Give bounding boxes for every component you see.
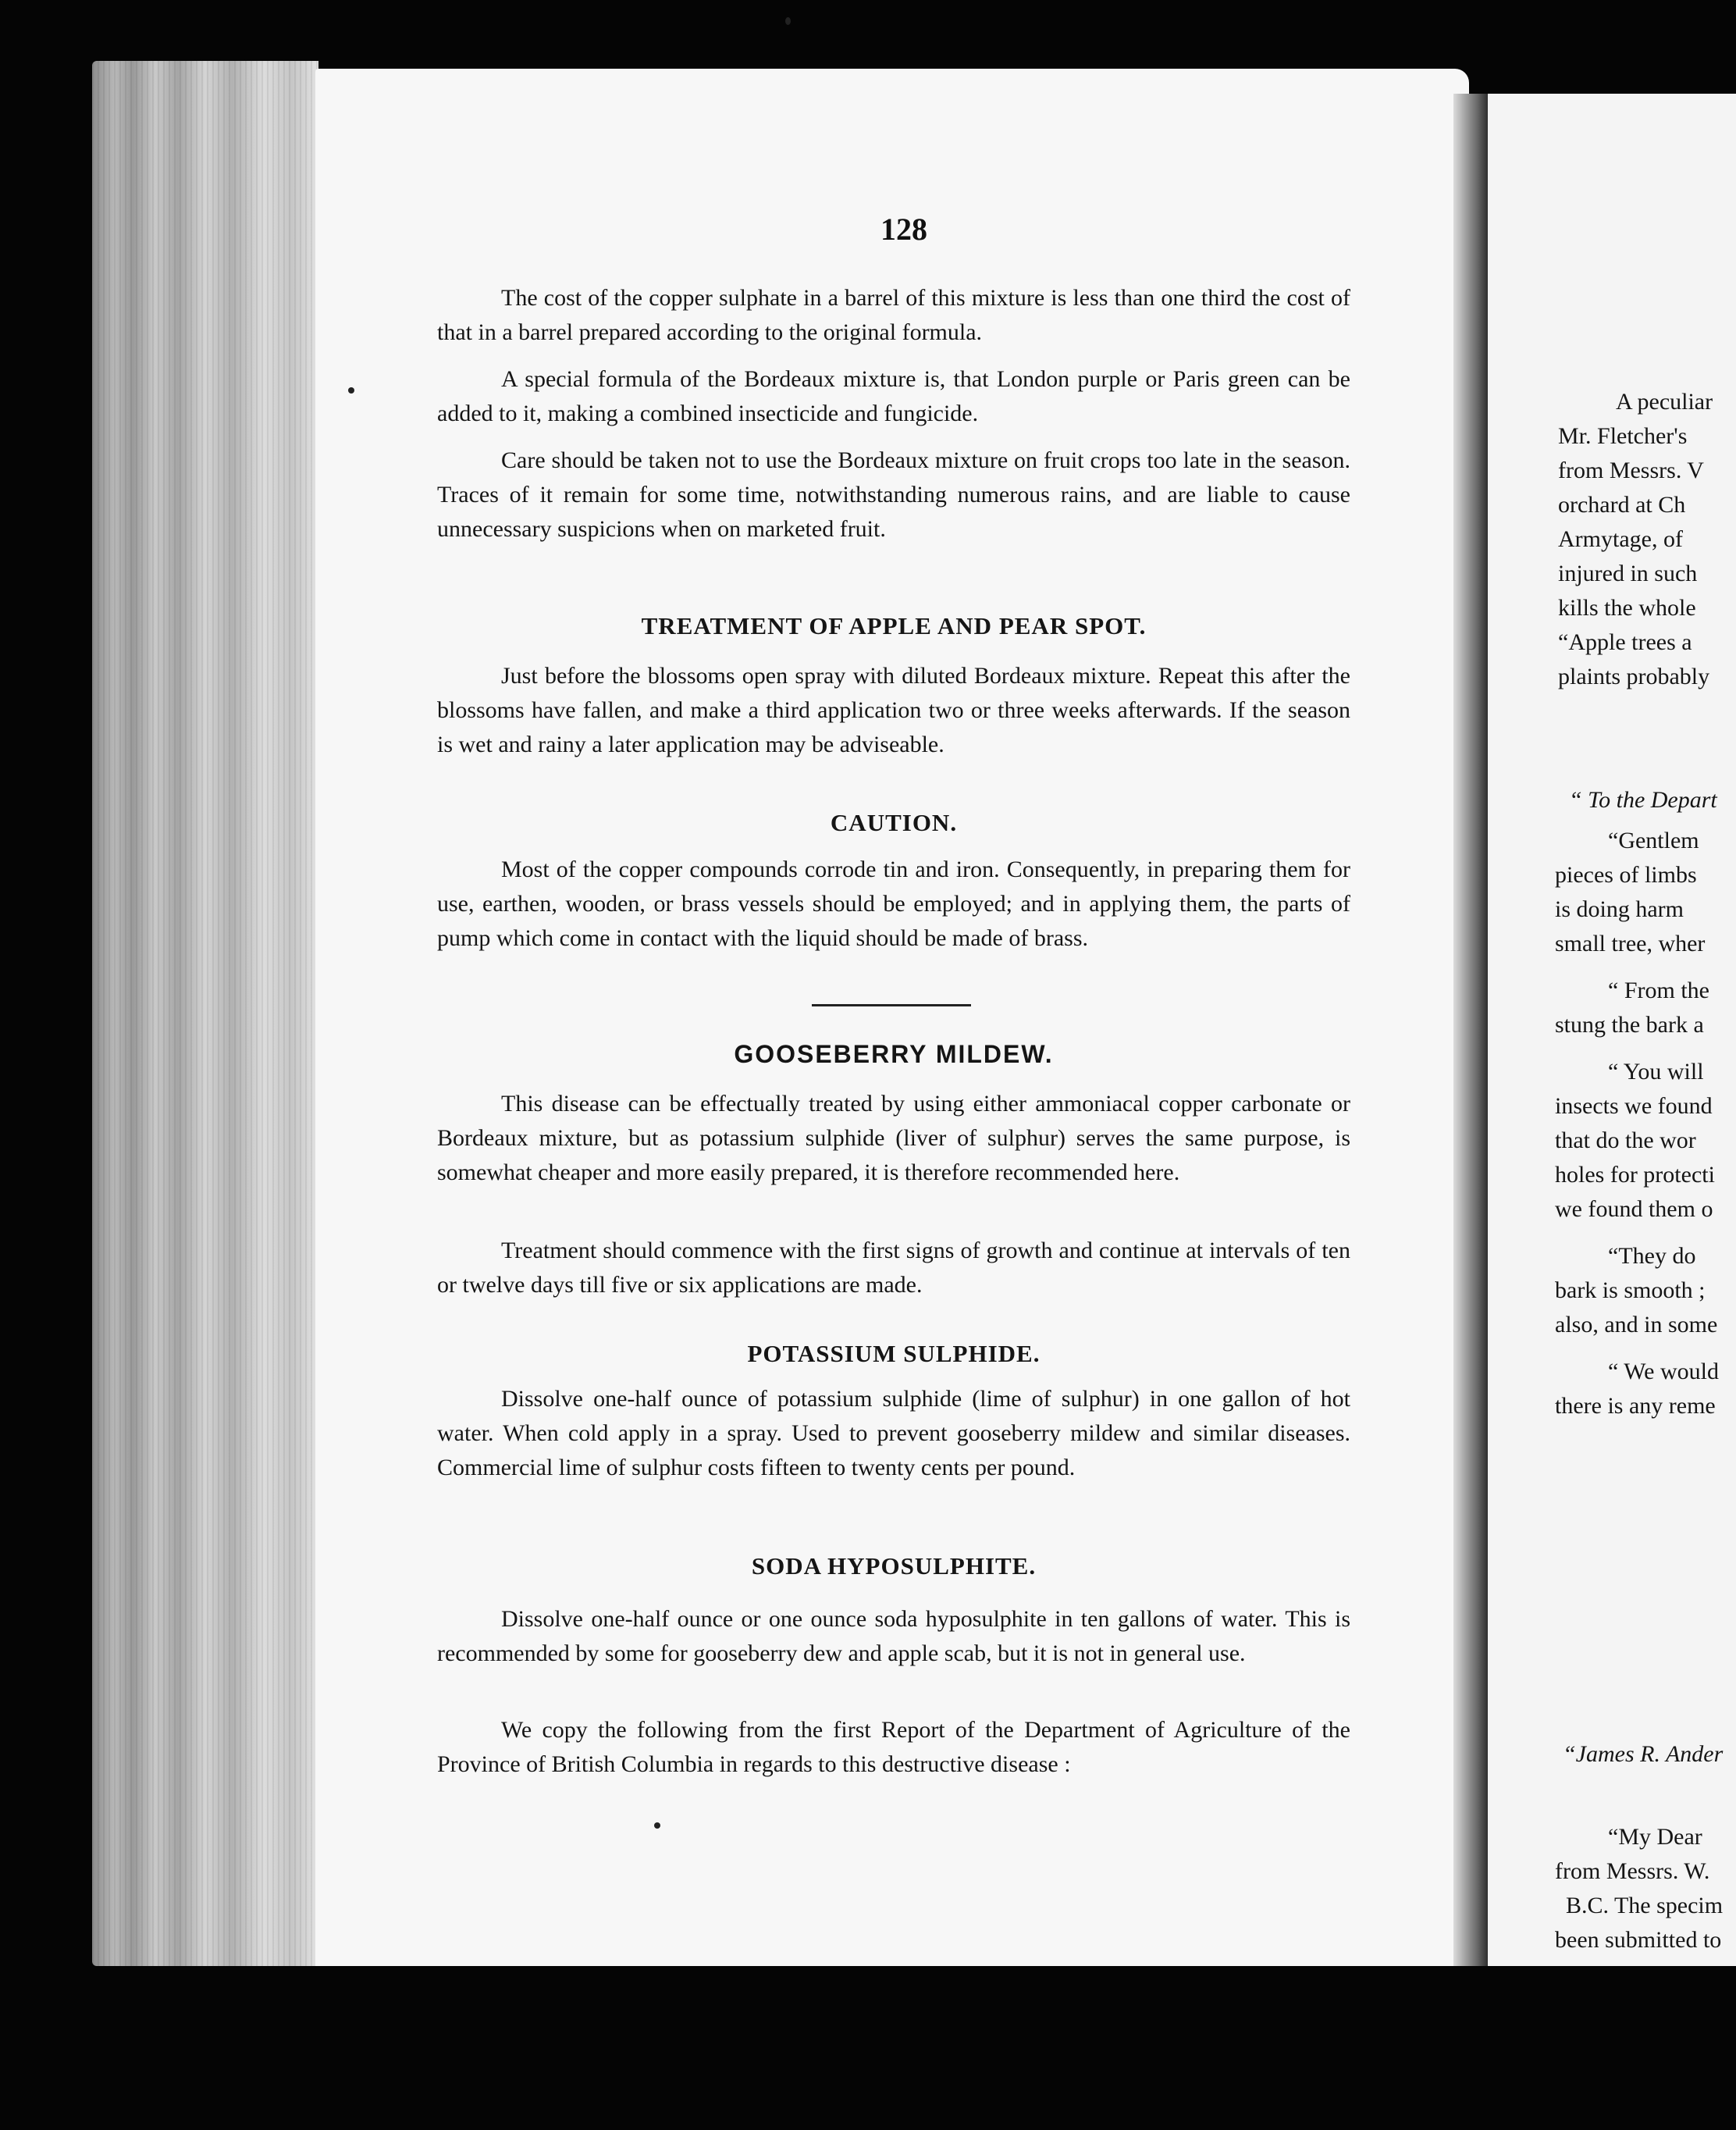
paragraph-potassium-sulphide: Dissolve one-half ounce of potassium sulphide (lime of sulphur) in one gallon of hot water. When cold apply in a spray. Used to prevent gooseberry mildew and similar diseases. Commercial lime of sulphur costs fifteen to twenty cents per pound. xyxy=(437,1386,1350,1481)
section-divider xyxy=(812,1004,971,1006)
print-speck xyxy=(654,1822,660,1829)
right-page-line: Armytage, of xyxy=(1558,526,1683,552)
right-page-line: pieces of limbs xyxy=(1555,862,1697,888)
right-page-line: also, and in some xyxy=(1555,1312,1718,1337)
right-page-line: small tree, wher xyxy=(1555,931,1706,956)
paragraph-soda-hyposulphite: Dissolve one-half ounce or one ounce soda hyposulphite in ten gallons of water. This is recommended by some for gooseberry dew and apple scab, but it is not in general use. xyxy=(437,1606,1350,1667)
book-page-edges xyxy=(92,61,318,1966)
right-page-line: from Messrs. V xyxy=(1558,458,1704,483)
right-page-line: “ From the xyxy=(1608,978,1709,1003)
right-page-line: that do the wor xyxy=(1555,1127,1696,1153)
book-gutter xyxy=(1453,94,1492,1966)
right-page-line: from Messrs. W. xyxy=(1555,1858,1710,1884)
right-page-line: “Apple trees a xyxy=(1558,629,1692,655)
print-speck xyxy=(785,17,791,25)
heading-potassium-sulphide: POTASSIUM SULPHIDE. xyxy=(747,1340,1041,1367)
right-page-line: “Gentlem xyxy=(1608,828,1699,853)
right-page-line: insects we found xyxy=(1555,1093,1713,1119)
right-page-line: plaints probably xyxy=(1558,664,1710,689)
right-page-line: injured in such xyxy=(1558,561,1698,586)
paragraph-mildew-treatment: Treatment should commence with the first signs of growth and continue at intervals of ten or twelve days till five or six applications are made. xyxy=(437,1238,1350,1298)
right-page-line: is doing harm xyxy=(1555,896,1684,922)
heading-caution: CAUTION. xyxy=(830,809,958,836)
right-page-line: “My Dear xyxy=(1608,1824,1702,1850)
right-page-line: “James R. Ander xyxy=(1563,1741,1724,1767)
right-page-line: bark is smooth ; xyxy=(1555,1277,1706,1303)
heading-apple-pear-spot: TREATMENT OF APPLE AND PEAR SPOT. xyxy=(641,612,1147,639)
paragraph-closing-quote-intro: We copy the following from the first Report of the Department of Agriculture of the Province of British Columbia in regards to this destructive disease : xyxy=(437,1717,1350,1778)
right-page-line: “ We would xyxy=(1608,1359,1720,1384)
right-page-line: “ You will xyxy=(1608,1059,1704,1085)
paragraph-copper-cost: The cost of the copper sulphate in a barrel of this mixture is less than one third the cost of that in a barrel prepared according to the original formula. xyxy=(437,285,1350,346)
left-page xyxy=(315,69,1469,1966)
right-page-line: there is any reme xyxy=(1555,1393,1716,1419)
right-page-line: orchard at Ch xyxy=(1558,492,1686,518)
right-page-line: “They do xyxy=(1608,1243,1696,1269)
paragraph-special-formula: A special formula of the Bordeaux mixture is, that London purple or Paris green can be added to it, making a combined insecticide and fungicide. xyxy=(437,366,1350,427)
heading-soda-hyposulphite: SODA HYPOSULPHITE. xyxy=(751,1552,1037,1580)
right-page-line: “ To the Depart xyxy=(1569,787,1717,813)
right-page-line: Mr. Fletcher's xyxy=(1558,423,1688,449)
right-page-line: kills the whole xyxy=(1558,595,1696,621)
paragraph-caution: Most of the copper compounds corrode tin and iron. Consequently, in preparing them for use, earthen, wooden, or brass vessels should be employed; and in applying them, the parts of pump which come in contact with the liquid should be made of brass. xyxy=(437,857,1350,952)
page-number: 128 xyxy=(880,212,927,247)
right-page-line: stung the bark a xyxy=(1555,1012,1704,1038)
heading-gooseberry-mildew: GOOSEBERRY MILDEW. xyxy=(734,1040,1054,1068)
right-page-line: we found them o xyxy=(1555,1196,1713,1222)
right-page-line: holes for protecti xyxy=(1555,1162,1715,1188)
right-page-line: A peculiar xyxy=(1616,389,1713,415)
right-page xyxy=(1488,94,1736,1966)
paragraph-mildew-disease: This disease can be effectually treated by using either ammoniacal copper carbonate or Bordeaux mixture, but as potassium sulphide (liver of sulphur) serves the same purpose, is somewhat cheaper and more easily prepared, it is therefore recommended here. xyxy=(437,1091,1350,1186)
paragraph-apple-pear-treatment: Just before the blossoms open spray with diluted Bordeaux mixture. Repeat this after the blossoms have fallen, and make a third application two or three weeks afterwards. If the season is wet and rainy a later application may be adviseable. xyxy=(437,663,1350,758)
print-speck xyxy=(348,387,354,394)
right-page-line: been submitted to xyxy=(1555,1927,1722,1953)
paragraph-care: Care should be taken not to use the Bordeaux mixture on fruit crops too late in the season. Traces of it remain for some time, notwithstanding numerous rains, and are liable to cause unnecessary suspicions when on marketed fruit. xyxy=(437,447,1350,543)
right-page-line: B.C. The specim xyxy=(1566,1893,1724,1918)
